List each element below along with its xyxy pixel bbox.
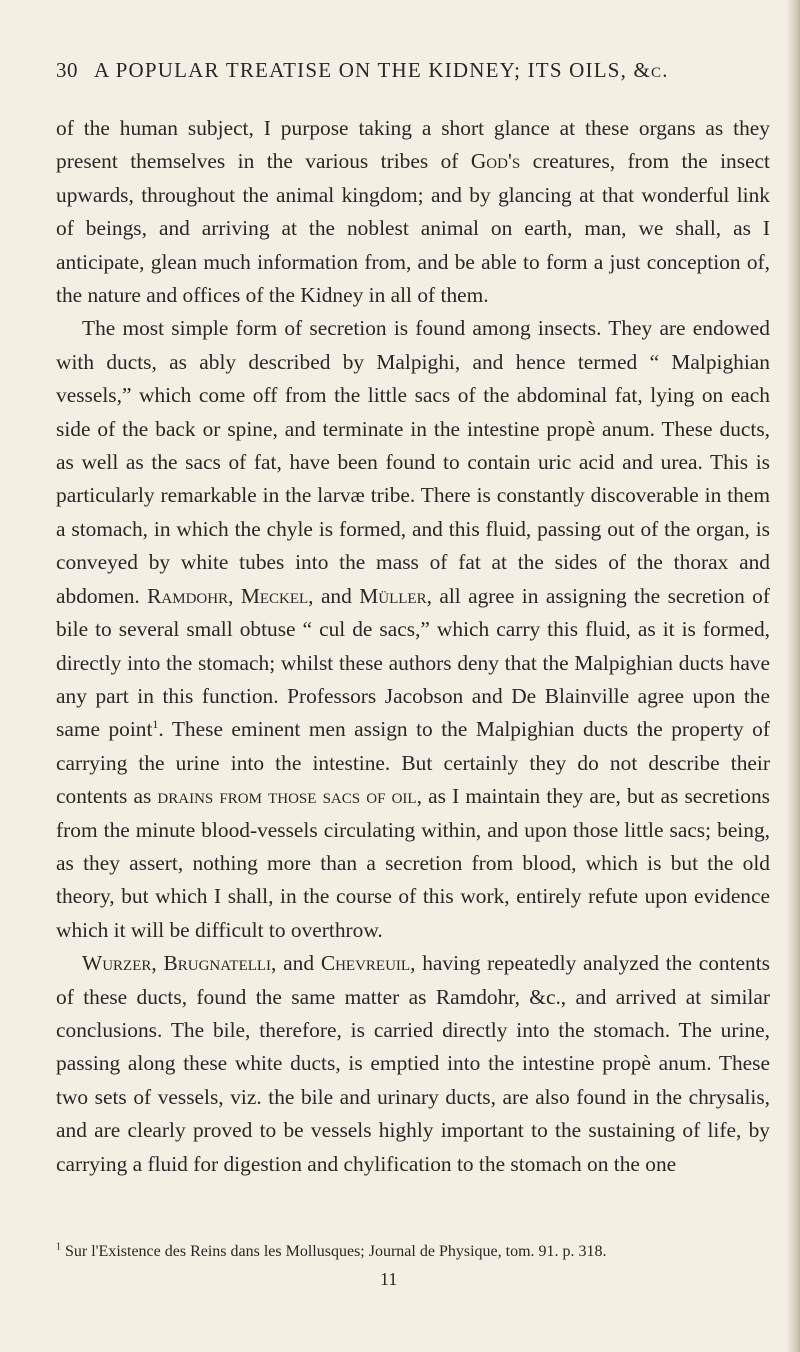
body-text [56, 112, 770, 1181]
text-run: all agree in assigning the secretion of bile to several small obtuse “ cul de sacs,” which carry this fluid, as it is formed, directly into the stomach; whilst these authors deny that the Malpighian ducts have any part in this function. Professors Jacobson and De Blainville agree upon the same point [56, 583, 770, 742]
text-run: . These eminent men assign to the Malpighian ducts the property of carrying the urine into the intestine. But certainly they do not describe their contents as [56, 717, 770, 809]
page-edge-shadow [786, 0, 800, 1352]
small-caps-text: Müller, [359, 583, 432, 608]
text-run: creatures, from the insect upwards, throughout the animal kingdom; and by glancing at that wonderful link of beings, and arriving at the noblest animal on earth, man, we shall, as I anticipate, glean much information from, and be able to form a just conception of, the nature and offices of the Kidney in all of them. [56, 149, 770, 308]
page-number: 30 [56, 58, 78, 82]
footnote-reference: 1 [152, 717, 159, 732]
footnote [56, 1243, 770, 1261]
small-caps-text: Ramdohr, Meckel, [147, 583, 314, 608]
small-caps-text: drains from those sacs of oil, [157, 784, 422, 809]
signature-mark: 11 [380, 1269, 398, 1289]
paragraph [56, 112, 770, 312]
text-run: and [313, 583, 360, 608]
text-run: having repeatedly analyzed the contents of these ducts, found the same matter as Ramdohr, &c., and arrived at similar conclusions. The bile, therefore, is carried directly into the stomach. The urine, passing along these white ducts, is emptied into the intestine propè anum. These two sets of vessels, viz. the bile and urinary ducts, are also found in the chrysalis, and are clearly proved to be vessels highly important to the sustaining of life, by carrying a fluid for digestion and chylification to the stomach on the one [56, 951, 770, 1176]
paragraph [56, 947, 770, 1181]
paragraph [56, 312, 770, 947]
small-caps-text: God's [470, 149, 521, 174]
text-run: of the human subject, I purpose taking a short glance at these organs as they present themselves in the various tribes of [56, 116, 770, 174]
running-header [56, 58, 756, 83]
footnote-marker: 1 [56, 1241, 61, 1253]
small-caps-text: Wurzer, Brugnatelli, [82, 951, 277, 976]
running-title: A POPULAR TREATISE ON THE KIDNEY; ITS OILS, &c. [94, 58, 669, 82]
text-run: The most simple form of secretion is found among insects. They are endowed with ducts, as ably described by Malpighi, and hence termed “ Malpighian vessels,” which come off from the little sacs of the abdominal fat, lying on each side of the back or spine, and terminate in the intestine propè anum. These ducts, as well as the sacs of fat, have been found to contain uric acid and urea. This is particularly remarkable in the larvæ tribe. There is constantly discoverable in them a stomach, in which the chyle is formed, and this fluid, passing out of the organ, is conveyed by white tubes into the mass of fat at the sides of the thorax and abdomen. [56, 316, 770, 608]
footnote-text: Sur l'Existence des Reins dans les Mollusques; Journal de Physique, tom. 91. p. 318. [61, 1243, 607, 1260]
small-caps-text: Chevreuil, [320, 951, 416, 976]
text-run: and [276, 951, 321, 976]
text-run: as I maintain they are, but as secretions from the minute blood-vessels circulating within, and upon those little sacs; being, as they assert, nothing more than a secretion from blood, which is but the old theory, but which I shall, in the course of this work, entirely refute upon evidence which it will be difficult to overthrow. [56, 784, 770, 942]
